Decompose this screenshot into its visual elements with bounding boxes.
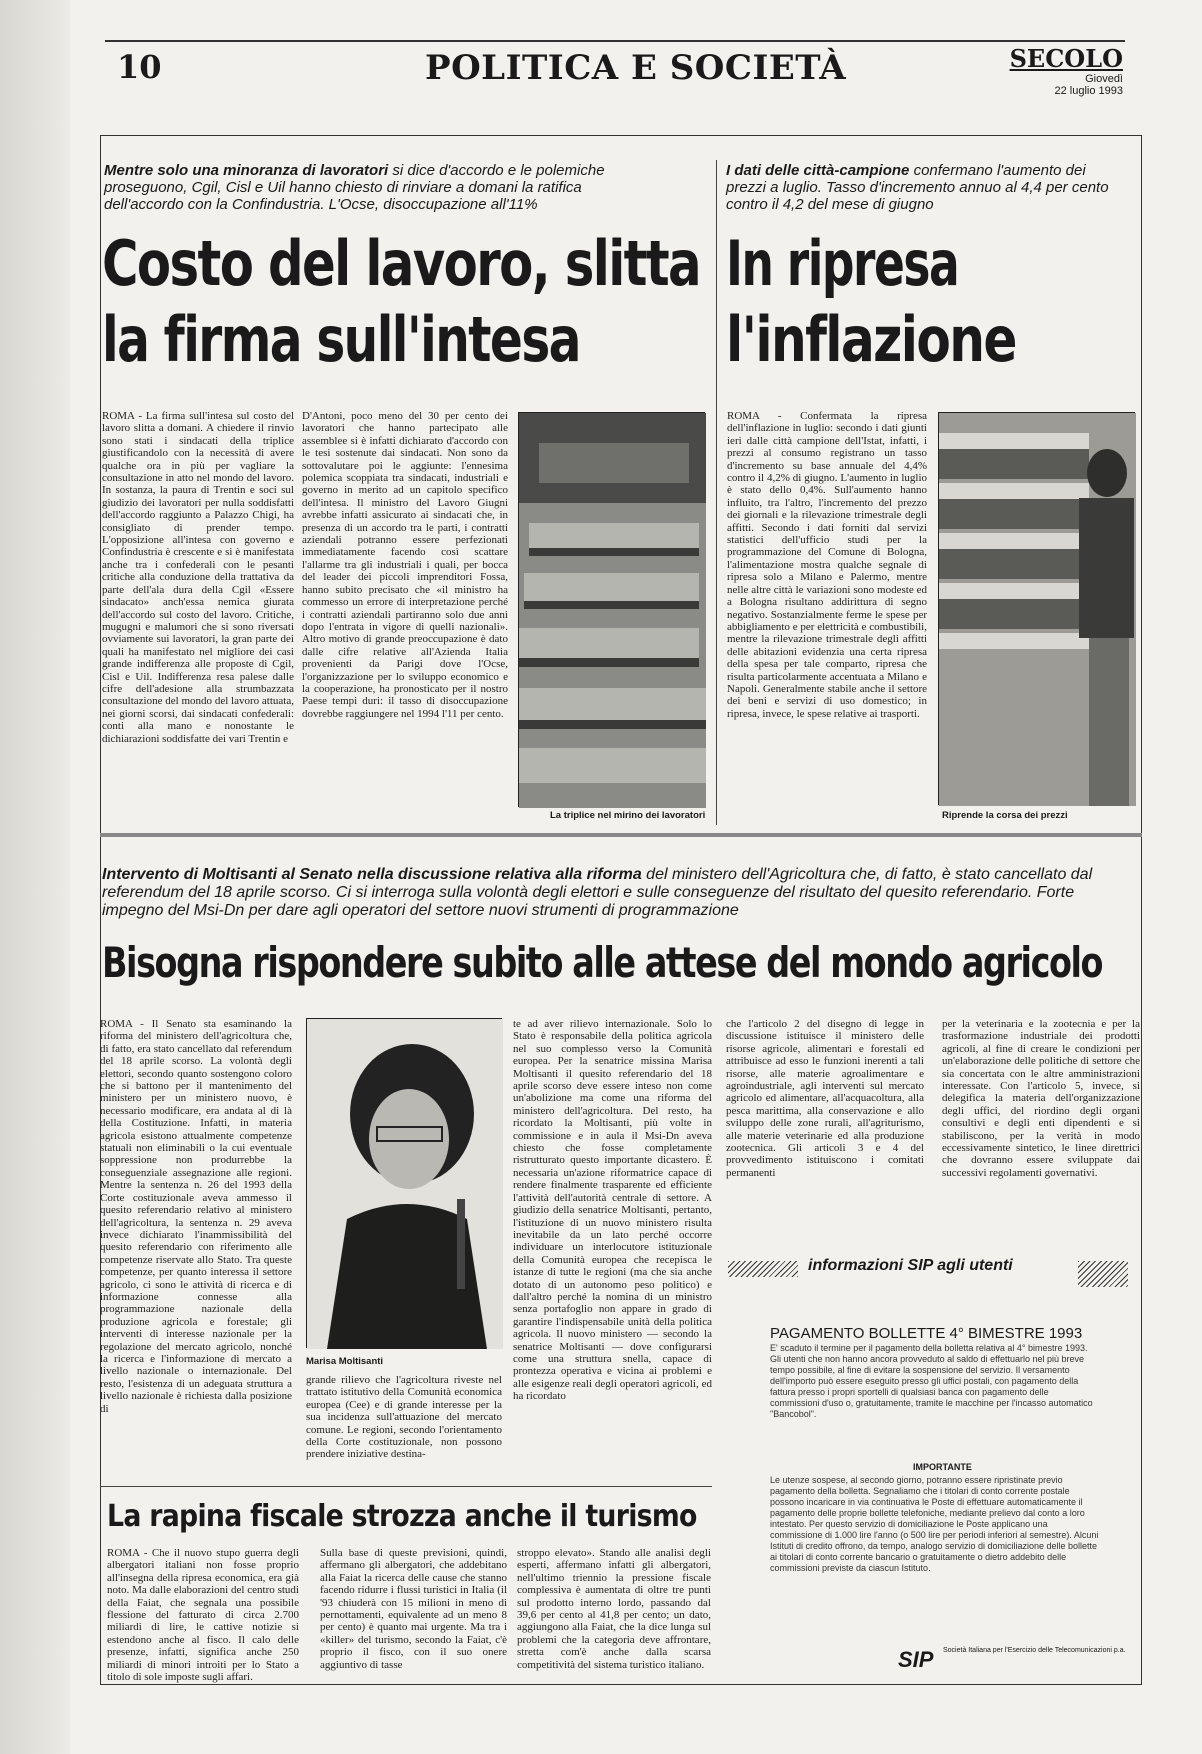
column-divider bbox=[716, 160, 717, 825]
article4-divider bbox=[100, 1486, 712, 1487]
article2-kicker-text: confermano l'aumento dei prezzi a luglio. Tasso d'incremento annuo al 4,4 per cento contro il 4,2 del mese di giugno bbox=[726, 162, 1109, 213]
sip-heading: PAGAMENTO BOLLETTE 4° BIMESTRE 1993 bbox=[770, 1325, 1083, 1342]
article2-kicker-bold: I dati delle città-campione bbox=[726, 162, 910, 179]
article3-column-3: te ad aver rilievo internazionale. Solo lo Stato è responsabile della politica agricola nel suo complesso verso la Comunità europea. Per la senatrice missina Marisa Moltisanti il quesito referendario del 18 aprile scorso deve essere inteso non come un'abolizione ma come una riforma del ministero dell'agricoltura. Del resto, ha ricordato la Moltisanti, più volte in commissione e in aula il Msi-Dn aveva chiesto che fosse completamente ristrutturato questo importante dicastero. È necessaria un'azione riformatrice capace di rendere finalmente trasparente ed efficiente l'attività dell'autorità centrale di settore. A giudizio della senatrice Moltisanti, pertanto, l'istituzione di un nuovo ministero risulta inevitabile da un lato perché occorre individuare un interlocutore istituzionale della Comunità europea che recepisca le istanze di tutte le regioni (ma che sia anche dotato di un autonomo peso politico) e dall'altro perché la nomina di un ministro senza portafoglio non appare in grado di garantire l'indispensabile unità della politica agricola. Il nuovo ministero — secondo la senatrice Moltisanti — dove configurarsi come una struttura snella, capace di prontezza operativa e vicina ai problemi e alle esigenze reali degli operatori agricoli, ed ha ricordato bbox=[513, 1018, 712, 1403]
article4-headline: La rapina fiscale strozza anche il turismo bbox=[107, 1499, 697, 1534]
masthead-day: Giovedì bbox=[1085, 73, 1123, 85]
article1-column-1: ROMA - La firma sull'intesa sul costo del lavoro slitta a domani. A chiedere il rinvio sono stati i sindacati della triplice giustificandolo con la necessità di avere qualche ora in più per vagliare la consultazione in atto nel mondo del lavoro. In sostanza, la paura di Trentin e soci sul giudizio dei lavoratori per nulla soddisfatti dell'accordo raggiunto a Palazzo Chigi, ha consigliato di prender tempo. L'opposizione all'intesa con governo e Confindustria è crescente e si è manifestata anche tra i confederali con le pesanti critiche alla conduzione della trattativa da parte dell'ala dura della Cgil «Essere sindacato» anch'essa nemica giurata dell'accordo sul costo del lavoro. Critiche, mugugni e malumori che si sono riversati ovviamente sui lavoratori, la gran parte dei quali ha manifestato nel migliore dei casi grande indifferenza alle proposte di Cgil, Cisl e Uil. Indifferenza resa palese dalle cifre dell'adesione alla strumbazzata consultazione del mondo del lavoro attuata, nei giorni scorsi, dai sindacati confederali: conti alla mano e nonostante le dichiarazioni soddisfatte dei vari Trentin e bbox=[102, 410, 294, 745]
article3-kicker-text: del ministero dell'Agricoltura che, di fatto, è stato cancellato dal referendum del 18 aprile scorso. Ci si interroga sulla volontà degli elettori e sulle conseguenze del risultato del quesito referendario. Forte impegno del Msi-Dn per dare agli operatori del settore nuovi strumenti di programmazione bbox=[102, 866, 1093, 919]
sip-logo: SIP bbox=[898, 1647, 934, 1672]
page-header bbox=[105, 40, 1125, 95]
sip-title: informazioni SIP agli utenti bbox=[808, 1257, 1013, 1274]
article2-photo-caption: Riprende la corsa dei prezzi bbox=[942, 810, 1068, 821]
sip-text-2: Le utenze sospese, al secondo giorno, potranno essere ripristinate previo pagamento della bolletta. Segnaliamo che i titolari di conto corrente postale possono incaricare in via continuativa le Poste di effettuare automaticamente il pagamento delle proprie bollette telefoniche, mediante prelievo dal conto a loro intestato. Per questo servizio di domiciliazione le Poste applicano una commissione di 1.000 lire l'anno (o 500 lire per periodi inferiori al semestre). Alcuni Istituti di credito offrono, da tempo, analogo servizio di domiciliazione delle bollette ai titolari di conto corrente bancario o gratuitamente o dietro addebito delle commissioni previste da ciascun Istituto. bbox=[770, 1475, 1099, 1573]
masthead bbox=[1010, 44, 1123, 97]
article3-kicker bbox=[102, 866, 1122, 920]
article2-kicker bbox=[726, 162, 1126, 213]
article4-column-2: Sulla base di queste previsioni, quindi, affermano gli albergatori, che addebitano alla Faiat la ricerca delle cause che stanno facendo ridurre i flussi turistici in Italia (il '93 chiuderà con 15 milioni in meno di pernottamenti, equivalente ad un meno 8 per cento) è quanto mai urgente. Ma tra i «killer» del turismo, secondo la Faiat, c'è proprio il fisco, con il suo onere aggiuntivo di tasse bbox=[320, 1547, 507, 1671]
page-binding-shadow bbox=[0, 0, 70, 1754]
article2-column-1: ROMA - Confermata la ripresa dell'inflazione in luglio: secondo i dati giunti ieri dalle città campione dell'Istat, infatti, i prezzi al consumo registrano un tasso d'incremento su base annuale del 4,4% contro il 4,2% di giugno. L'aumento in luglio è stato dello 0,4%. Sull'aumento hanno influito, tra l'altro, l'incremento del prezzo dei giornali e la rilevazione trimestrale degli affitti. Secondo i dati forniti dal servizi statistici dell'ufficio studi per la programmazione del Comune di Bologna, l'alimentazione mostra qualche segnale di ripresa solo a Milano e Palermo, mentre nelle altre città le variazioni sono modeste ed a Bologna risultano addirittura di segno negativo. Sostanzialmente ferme le spese per abbigliamento e per elettricità e combustibili, mentre la rilevazione trimestrale degli affitti delle abitazioni evidenzia una certa ripresa della spesa per tale comparto, ripresa che risulta particolarmente accentuata a Milano e Napoli. Generalmente stabile anche il settore dei beni e servizi di uso domestico; in ripresa, invece, le spese relative ai trasporti. bbox=[727, 410, 927, 720]
sip-hatch-right bbox=[1078, 1261, 1128, 1287]
article1-headline-line1: Costo del lavoro, slitta bbox=[102, 227, 701, 300]
sip-text-1: E' scaduto il termine per il pagamento della bolletta relativa al 4° bimestre 1993. Gli utenti che non hanno ancora provveduto al saldo di effettuarlo nel più breve tempo possibile, al fine di evitare la sospensione del servizio. Il versamento dell'importo può essere eseguito presso gli uffici postali, con pagamento della fattura presso i propri sportelli di qualsiasi banca con pagamento delle commissioni d'uso o, gratuitamente, tramite le macchine per l'incasso automatico "Bancobol". bbox=[770, 1343, 1093, 1419]
article2-headline-line2: l'inflazione bbox=[726, 303, 1016, 376]
masthead-logo: SECOLO bbox=[1009, 44, 1123, 73]
article1-photo-caption: La triplice nel mirino dei lavoratori bbox=[550, 810, 706, 821]
article2-headline-line1: In ripresa bbox=[726, 227, 959, 300]
masthead-date: 22 luglio 1993 bbox=[1054, 85, 1123, 97]
article2-photo bbox=[938, 412, 1135, 805]
sip-important-label: IMPORTANTE bbox=[913, 1462, 972, 1472]
sip-advertisement bbox=[728, 1257, 1130, 1675]
portrait-photo-image bbox=[307, 1019, 503, 1349]
section-title: POLITICA E SOCIETÀ bbox=[425, 48, 847, 88]
shop-shelves-photo-image bbox=[939, 413, 1136, 806]
article3-column-1: ROMA - Il Senato sta esaminando la riforma del ministero dell'agricoltura che, di fatto, era stato cancellato dal referendum del 18 aprile scorso. La volontà degli elettori, secondo quanto sostengono coloro che si battono per il mantenimento del ministero per un ministero nuovo, è necessario modificare, era andata al di là della Costituzione. Infatti, in materia agricola esistono attualmente competenze statuali non eliminabili o la cui eventuale soppressione non produrrebbe la conseguenziale assegnazione alle regioni. Mentre la sentenza n. 26 del 1993 della Corte costituzionale aveva ammesso il quesito referendario relativo al ministero dell'agricoltura, la sentenza n. 29 aveva invece dichiarato l'inammissibilità del quesito referendario con riferimento alle competenze riservate allo Stato. Tra queste competenze, per quanto interessa il settore agricolo, ci sono le attività di ricerca e di informazione connesse alla programmazione nazionale della produzione agricola e forestale; gli interventi di interesse nazionale per la regolazione del mercato agricolo, nonché la ricerca e l'informazione di mercato a livello nazionale o internazionale. Del resto, l'esistenza di un adeguata struttura a livello nazionale è richiesta dalla posizione di bbox=[100, 1018, 292, 1415]
article4-column-3: stroppo elevato». Stando alle analisi degli esperti, affermano infatti gli albergatori, nell'ultimo triennio la pressione fiscale complessiva è aumentata di oltre tre punti sul prodotto interno lordo, passando dal 39,6 per cento al 41,8 per cento; un dato, aggiungono alla Faiat, che la dice lunga sul problemi che la categoria deve affrontare, stretta com'è anche dalla scarsa competitività del sistema turistico italiano. bbox=[517, 1547, 711, 1671]
article3-column-5: per la veterinaria e la zootecnia e per la trasformazione industriale dei prodotti agricoli, al fine di creare le condizioni per un'elaborazione delle politiche di settore che sia concertata con le altre amministrazioni interessate. Con l'articolo 5, invece, si delegifica la materia dell'organizzazione degli uffici, del riordino degli organi consultivi e degli enti dipendenti e si stabiliscono, per la verità in modo eccessivamente sintetico, le linee direttrici che dovranno essere sviluppate dai successivi regolamenti governativi. bbox=[942, 1018, 1140, 1179]
section-divider bbox=[100, 833, 1142, 837]
factory-photo-image bbox=[519, 413, 706, 808]
page-number: 10 bbox=[117, 48, 162, 86]
article3-column-2: grande rilievo che l'agricoltura riveste nel trattato istitutivo della Comunità economica europea (Cee) e di grande interesse per la sua incidenza sull'attuazione del mercato comune. Le regioni, secondo l'orientamento della Corte costituzionale, non possono prendere iniziative destina- bbox=[306, 1374, 502, 1461]
article1-photo bbox=[518, 412, 705, 807]
article4-column-1: ROMA - Che il nuovo stupo guerra degli albergatori italiani non fosse proprio all'insegna della ripresa economica, era già noto. Ma dalle elaborazioni del centro studi della Faiat, che segnala una possibile flessione del fatturato di circa 2.700 miliardi di lire, le cattive notizie si estendono anche al fisco. Il calo delle presenze, infatti, significa anche 250 miliardi di minori introiti per lo Stato a titolo di sole imposte sugli affari. bbox=[107, 1547, 299, 1684]
article3-kicker-bold: Intervento di Moltisanti al Senato nella discussione relativa alla riforma bbox=[102, 866, 642, 883]
article1-kicker-text: si dice d'accordo e le polemiche proseguono, Cgil, Cisl e Uil hanno chiesto di rinviare a domani la ratifica dell'accordo con la Confindustria. L'Ocse, disoccupazione all'11% bbox=[104, 162, 605, 213]
sip-hatch-left bbox=[728, 1261, 798, 1277]
article3-column-4: che l'articolo 2 del disegno di legge in discussione istituisce il ministero delle risorse agricole, alimentari e forestali ed attribuisce ad esso le funzioni inerenti a tali risorse, alle materie agroalimentare e agroindustriale, agli interventi sul mercato agricolo ed alimentare, all'acquacoltura, alla pesca marittima, alla conservazione e allo sviluppo delle zone rurali, all'agriturismo, alle materie veterinarie ed alla produzione zootecnica. Gli articoli 3 e 4 del provvedimento istituiscono i comitati permanenti bbox=[726, 1018, 924, 1179]
article1-column-2: D'Antoni, poco meno del 30 per cento dei lavoratori che hanno partecipato alle assemblee si è infatti dichiarato d'accordo con le tesi sostenute dai sindacati. Non sono da sottovalutare poi le aggiunte: l'ennesima polemica scoppiata tra sindacati, industriali e governo in merito ad un capitolo specifico dell'intesa. Il ministro del Lavoro Giugni avrebbe infatti assicurato ai sindacati che, in presenza di un accordo tra le parti, i contratti aziendali potranno essere perfezionati immediatamente facendo così scattare l'allarme tra gli industriali i quali, per bocca del leader dei piccoli imprenditori Fossa, hanno subito precisato che «il ministro ha commesso un errore di interpretazione perché i contratti aziendali partiranno solo due anni dopo l'entrata in vigore di quelli nazionali». Altro motivo di grande preoccupazione è dato dalle cifre relative all'Azienda Italia provenienti da Parigi dove l'Ocse, l'organizzazione per lo sviluppo economico e la cooperazione, ha pronosticato per il nostro Paese tempi duri: il tasso di disoccupazione dovrebbe raggiungere nel 1994 l'11 per cento. bbox=[302, 410, 508, 720]
article3-photo-caption: Marisa Moltisanti bbox=[306, 1356, 384, 1367]
article3-photo bbox=[306, 1018, 502, 1348]
article1-kicker-bold: Mentre solo una minoranza di lavoratori bbox=[104, 162, 389, 179]
article1-headline-line2: la firma sull'intesa bbox=[102, 303, 580, 376]
article1-kicker bbox=[104, 162, 664, 213]
sip-logo-subtitle: Società Italiana per l'Esercizio delle Telecomunicazioni p.a. bbox=[943, 1647, 1126, 1654]
article3-headline: Bisogna rispondere subito alle attese del mondo agricolo bbox=[102, 938, 1103, 987]
